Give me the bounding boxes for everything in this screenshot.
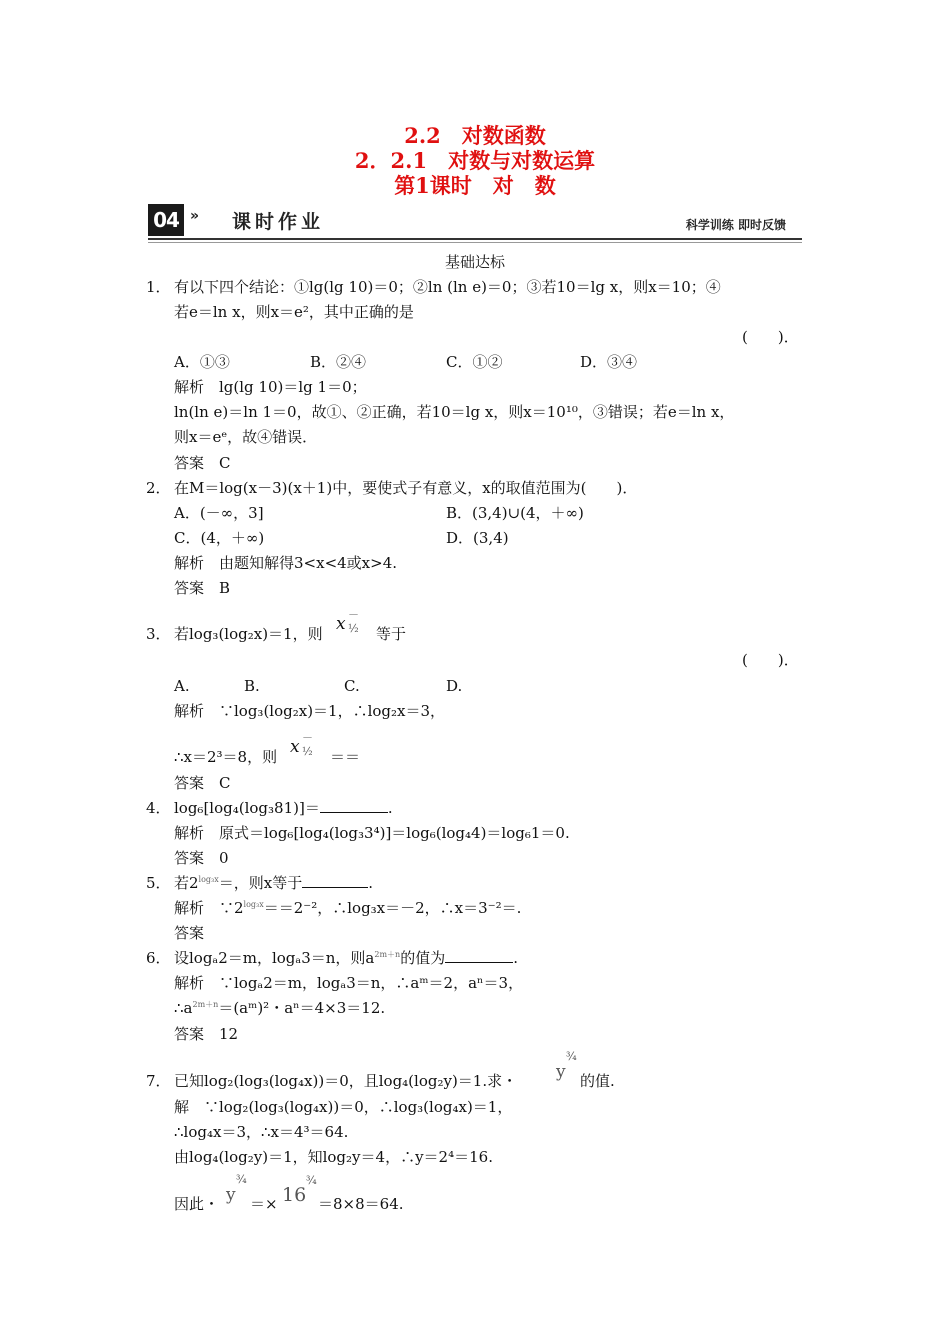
question-stem-cont: 的值.	[580, 1072, 615, 1090]
exponent: log₃x	[243, 900, 264, 909]
fill-in-blank	[445, 948, 513, 963]
solution-text: 解析 ∵log₃(log₂x)＝1，∴log₂x＝3，	[174, 702, 446, 720]
question-number: 7．	[146, 1072, 171, 1090]
section-number-badge: 04	[148, 204, 184, 236]
option-b: B.	[244, 677, 260, 695]
solution-text: 解析 ∵logₐ2＝m，logₐ3＝n，∴aᵐ＝2，aⁿ＝3，	[174, 974, 524, 992]
question-stem: 有以下四个结论：①lg(lg 10)＝0；②ln (ln e)＝0；③若10＝lg x，则x＝10；④	[174, 278, 721, 296]
option-b: B．(3,4)∪(4，＋∞)	[446, 504, 584, 522]
solution-part: ＝(aᵐ)²・aⁿ＝4×3＝12.	[218, 999, 386, 1017]
math-exponent: －½	[302, 731, 313, 758]
option-a: A．(－∞，3]	[174, 504, 264, 522]
question-stem: log₆[log₄(log₃81)]＝ .	[174, 799, 393, 817]
solution-text: 解析 原式＝log₆[log₄(log₃3⁴)]＝log₆(log₄4)＝log₆1＝0.	[174, 824, 570, 842]
math-power-image	[282, 1174, 317, 1206]
question-stem: 若$2^{log_3x}=$，则x等于 .	[174, 874, 374, 892]
question-stem: 设logₐ2＝m，logₐ3＝n，则$a^{2m+n}$的值为 .	[174, 949, 518, 967]
section-title: 2．2.1 对数与对数运算	[354, 148, 596, 173]
question-number: 4．	[146, 799, 171, 817]
answer-text: 答案 12	[174, 1025, 239, 1043]
question-number: 3．	[146, 625, 171, 643]
banner-rule-thin	[148, 242, 802, 243]
answer-text: 答案	[174, 924, 205, 942]
math-power-image	[556, 1050, 577, 1082]
solution-text: 则x＝eᵉ，故④错误．	[174, 428, 318, 446]
question-stem: 若log₃(log₂x)＝1，则	[174, 625, 323, 643]
math-power-image	[290, 731, 313, 758]
solution-text: ∴log₄x＝3，∴x＝4³＝64.	[174, 1123, 349, 1141]
answer-paren: ( )．	[742, 651, 799, 669]
question-stem-text: 若2	[174, 874, 199, 892]
question-stem-text: log₆[log₄(log₃81)]＝	[174, 799, 320, 817]
solution-text: 解析 由题知解得3<x<4或x>4.	[174, 554, 398, 572]
question-stem: 在M＝log(x－3)(x＋1)中，要使式子有意义，x的取值范围为( )．	[174, 479, 638, 497]
math-power-image	[336, 608, 359, 635]
math-base: y	[226, 1185, 236, 1205]
answer-text: 答案 C	[174, 454, 231, 472]
math-base: y	[556, 1062, 566, 1082]
banner-subtitle: 科学训练 即时反馈	[685, 218, 786, 232]
solution-text-cont: ＝＝	[330, 748, 361, 766]
answer-text: 答案 0	[174, 849, 229, 867]
option-c: C．(4，＋∞)	[174, 529, 265, 547]
question-number: 1．	[146, 278, 171, 296]
exponent: 2m＋n	[192, 1000, 219, 1009]
question-number: 5．	[146, 874, 171, 892]
question-number: 2．	[146, 479, 171, 497]
question-stem: 已知log₂(log₃(log₄x))＝0，且log₄(log₂y)＝1.求・	[174, 1072, 518, 1090]
math-exponent: ¾	[306, 1174, 317, 1187]
option-c: C．①②	[446, 353, 503, 371]
answer-text: 答案 C	[174, 774, 231, 792]
question-stem-cont: 等于	[376, 625, 407, 643]
solution-text: 由log₄(log₂y)＝1，知log₂y＝4，∴y＝2⁴＝16.	[174, 1148, 493, 1166]
question-stem-text: 设logₐ2＝m，logₐ3＝n，则a	[174, 949, 375, 967]
option-d: D.	[446, 677, 463, 695]
section-heading: 基础达标	[444, 253, 505, 271]
math-power-image	[226, 1173, 247, 1205]
lesson-title: 第1课时 对 数	[394, 173, 556, 198]
math-base: x	[336, 614, 346, 634]
option-b: B．②④	[310, 353, 367, 371]
option-a: A．①③	[174, 353, 230, 371]
chevron-icon: »	[190, 208, 200, 224]
banner-rule	[148, 238, 802, 240]
option-d: D．③④	[580, 353, 638, 371]
solution-part: 解析 ∵2	[174, 899, 244, 917]
question-stem-text: ＝，则x等于	[218, 874, 303, 892]
solution-text-cont: ＝8×8＝64.	[318, 1195, 404, 1213]
math-exponent: －½	[348, 608, 359, 635]
fill-in-blank	[302, 873, 368, 888]
math-base: 16	[282, 1184, 307, 1206]
solution-part: ∴a	[174, 999, 193, 1017]
option-d: D．(3,4)	[446, 529, 509, 547]
solution-text-cont: ＝×	[250, 1195, 278, 1213]
solution-text: 解 ∵log₂(log₃(log₄x))＝0，∴log₃(log₄x)＝1，	[174, 1098, 513, 1116]
solution-text	[174, 898, 521, 918]
exponent: log₃x	[198, 875, 219, 884]
question-stem-text: 的值为	[400, 949, 446, 967]
banner-title: 课时作业	[232, 211, 325, 233]
option-a: A.	[174, 677, 190, 695]
solution-part: ＝＝2⁻²，∴log₃x＝－2，∴x＝3⁻²＝.	[263, 899, 522, 917]
chapter-title: 2.2 对数函数	[404, 123, 546, 148]
homework-banner	[148, 204, 802, 238]
math-exponent: ¾	[236, 1173, 247, 1186]
option-c: C.	[344, 677, 360, 695]
solution-text: ∴x＝2³＝8，则	[174, 748, 278, 766]
solution-text: 因此・	[174, 1195, 220, 1213]
question-stem-cont: 若e＝ln x，则x＝e²，其中正确的是	[174, 303, 414, 321]
solution-text	[174, 998, 385, 1018]
question-number: 6．	[146, 949, 171, 967]
exponent: 2m＋n	[374, 950, 401, 959]
solution-text: 解析 lg(lg 10)＝lg 1＝0；	[174, 378, 367, 396]
fill-in-blank	[320, 798, 388, 813]
solution-text: ln(ln e)＝ln 1＝0，故①、②正确，若10＝lg x，则x＝10¹⁰，③错误；若e＝ln x，	[174, 403, 735, 421]
math-exponent: ¾	[566, 1050, 577, 1063]
answer-paren: ( )．	[742, 328, 799, 346]
answer-text: 答案 B	[174, 579, 231, 597]
math-base: x	[290, 737, 300, 757]
